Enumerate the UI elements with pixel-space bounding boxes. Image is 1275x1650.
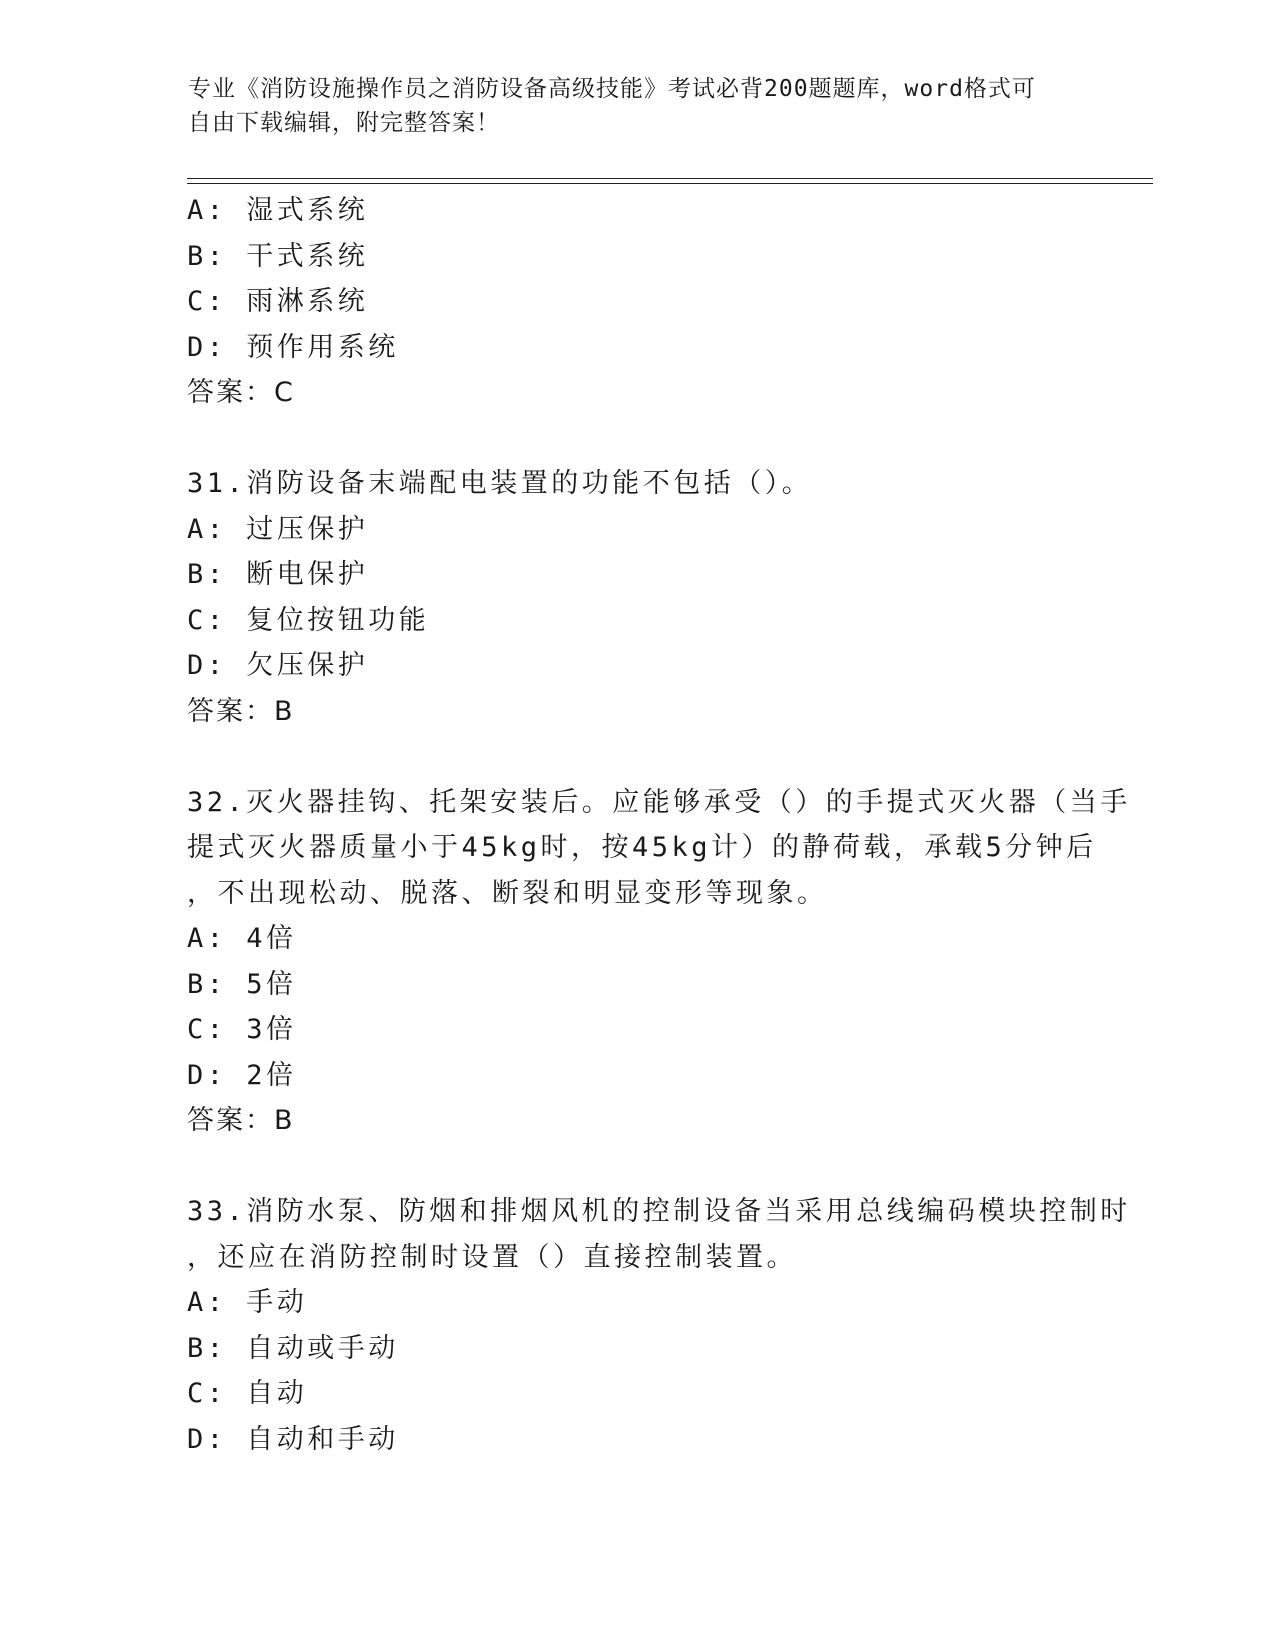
option-d: D: 预作用系统 <box>187 331 399 363</box>
question-33 <box>187 1189 1131 1462</box>
option-b: B: 断电保护 <box>187 559 369 590</box>
question-text-line: ，不出现松动、脱落、断裂和明显变形等现象。 <box>187 877 828 909</box>
option-a: A: 手动 <box>187 1287 308 1318</box>
option-c: C: 雨淋系统 <box>187 286 369 317</box>
option-c: C: 自动 <box>187 1378 308 1409</box>
spacer <box>187 1144 1087 1190</box>
option-d: D: 欠压保护 <box>187 650 369 681</box>
option-d: D: 2倍 <box>187 1059 297 1091</box>
option-a: A: 4倍 <box>187 923 297 954</box>
question-text-line: 31.消防设备末端配电装置的功能不包括（）。 <box>187 468 813 499</box>
answer-line: 答案：B <box>187 695 295 727</box>
question-30-continuation <box>187 188 1087 416</box>
header-line-1: 专业《消防设施操作员之消防设备高级技能》考试必背200题题库，word格式可 <box>188 76 1036 102</box>
option-c: C: 3倍 <box>187 1014 297 1045</box>
option-b: B: 自动或手动 <box>187 1332 399 1364</box>
document-header <box>188 72 1088 140</box>
option-d: D: 自动和手动 <box>187 1423 399 1455</box>
question-text-line: ，还应在消防控制时设置（）直接控制装置。 <box>187 1241 797 1273</box>
option-a: A: 湿式系统 <box>187 195 369 226</box>
option-b: B: 干式系统 <box>187 240 369 272</box>
answer-line: 答案：B <box>187 1105 295 1136</box>
question-text-line: 32.灭火器挂钩、托架安装后。应能够承受（）的手提式灭火器（当手 <box>187 786 1131 818</box>
question-31 <box>187 461 1087 734</box>
option-a: A: 过压保护 <box>187 513 369 545</box>
header-divider-top <box>187 178 1153 179</box>
question-text-line: 33.消防水泵、防烟和排烟风机的控制设备当采用总线编码模块控制时 <box>187 1196 1131 1227</box>
spacer <box>187 734 1087 780</box>
answer-line: 答案：C <box>187 377 295 408</box>
question-text-line: 提式灭火器质量小于45kg时，按45kg计）的静荷载，承载5分钟后 <box>187 832 1097 863</box>
spacer <box>187 416 1087 462</box>
option-c: C: 复位按钮功能 <box>187 604 430 636</box>
option-b: B: 5倍 <box>187 968 297 1000</box>
header-line-2: 自由下载编辑，附完整答案！ <box>188 110 500 136</box>
question-32 <box>187 780 1131 1144</box>
header-divider-bottom <box>187 183 1153 184</box>
question-content <box>187 188 1131 1462</box>
